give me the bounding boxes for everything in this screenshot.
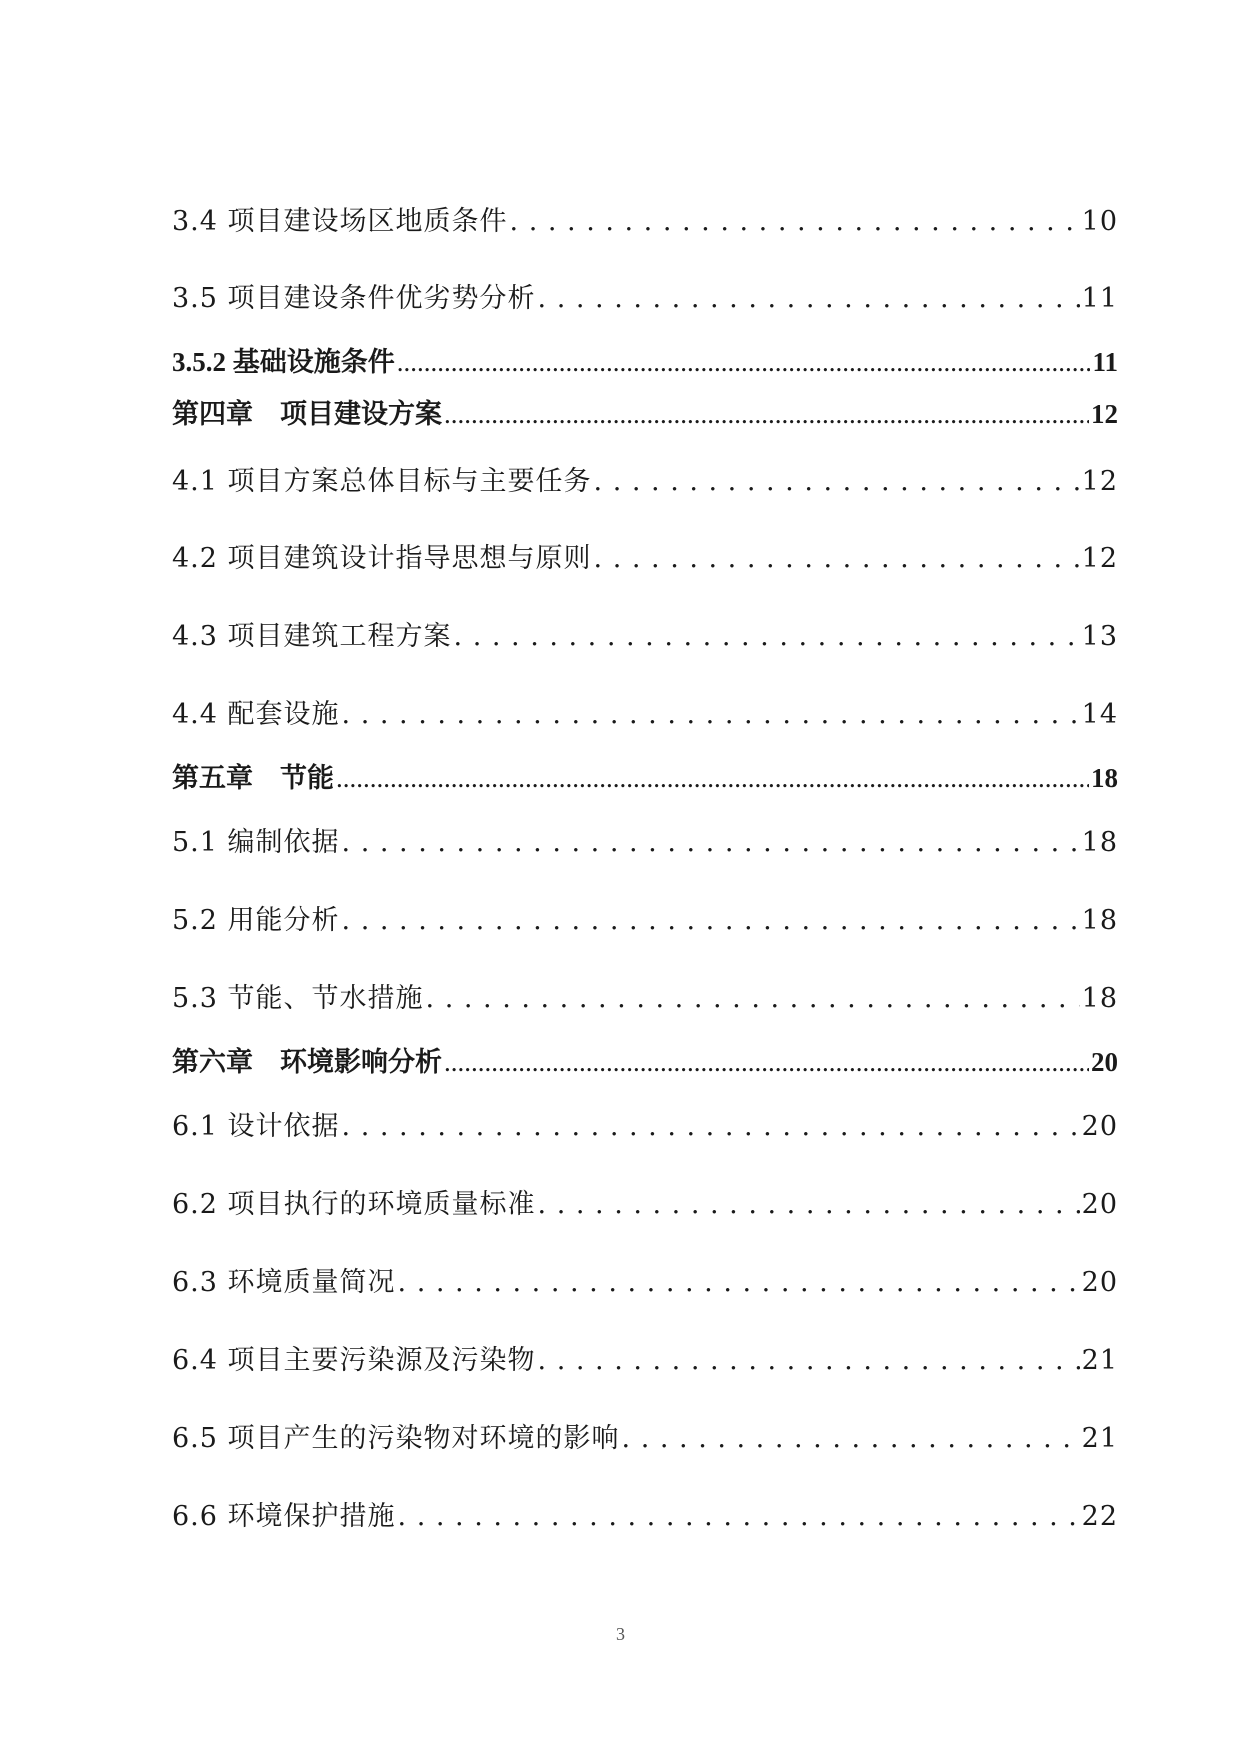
toc-entry-page-number: 18: [1081, 827, 1118, 858]
toc-leader-dots: [342, 1111, 1080, 1142]
toc-entry-page-number: 20: [1081, 1111, 1118, 1142]
toc-leader-dots: [426, 983, 1080, 1014]
toc-leader-dots: [538, 1345, 1080, 1376]
toc-leader-dots: [538, 283, 1080, 314]
toc-entry[interactable]: [172, 1338, 1118, 1377]
toc-leader-dots: [342, 905, 1080, 936]
toc-leader-dots: [444, 1047, 1089, 1078]
toc-entry[interactable]: [172, 276, 1118, 315]
toc-entry-label: 6.1 设计依据: [172, 1111, 340, 1142]
toc-entry-label: 5.2 用能分析: [172, 905, 340, 936]
toc-leader-dots: [397, 347, 1091, 378]
toc-leader-dots: [398, 1267, 1080, 1298]
toc-entry-page-number: 18: [1081, 905, 1118, 936]
toc-entry-label: 4.1 项目方案总体目标与主要任务: [172, 466, 592, 497]
toc-entry[interactable]: [172, 614, 1118, 653]
toc-entry-label: 5.1 编制依据: [172, 827, 340, 858]
toc-entry-label: 4.2 项目建筑设计指导思想与原则: [172, 543, 592, 574]
toc-entry-label: 3.5 项目建设条件优劣势分析: [172, 283, 536, 314]
toc-entry-page-number: 11: [1081, 283, 1118, 314]
toc-entry-page-number: 10: [1081, 206, 1118, 237]
toc-leader-dots: [622, 1423, 1080, 1454]
toc-entry[interactable]: [172, 1104, 1118, 1143]
toc-entry-page-number: 14: [1081, 699, 1118, 730]
toc-entry-page-number: 20: [1081, 1189, 1118, 1220]
toc-entry-label: 6.5 项目产生的污染物对环境的影响: [172, 1423, 620, 1454]
toc-entry[interactable]: [172, 536, 1118, 575]
toc-entry[interactable]: [172, 459, 1118, 498]
toc-leader-dots: [594, 466, 1080, 497]
page-number: 3: [616, 1624, 625, 1644]
toc-entry[interactable]: [172, 1260, 1118, 1299]
toc-entry[interactable]: [172, 820, 1118, 859]
toc-entry-label: 第六章 环境影响分析: [172, 1047, 442, 1077]
toc-entry-label: 4.3 项目建筑工程方案: [172, 621, 452, 652]
toc-leader-dots: [398, 1501, 1080, 1532]
toc-entry-page-number: 12: [1091, 399, 1118, 429]
toc-entry-page-number: 12: [1081, 543, 1118, 574]
toc-entry-page-number: 20: [1091, 1047, 1118, 1077]
toc-entry-page-number: 11: [1092, 347, 1118, 377]
toc-entry-label: 6.6 环境保护措施: [172, 1501, 396, 1532]
toc-entry-page-number: 13: [1081, 621, 1118, 652]
toc-leader-dots: [342, 699, 1080, 730]
toc-entry[interactable]: [172, 1416, 1118, 1455]
toc-entry-page-number: 21: [1081, 1345, 1118, 1376]
toc-leader-dots: [454, 621, 1080, 652]
toc-entry-page-number: 18: [1081, 983, 1118, 1014]
toc-entry[interactable]: [172, 1182, 1118, 1221]
toc-entry-page-number: 22: [1081, 1501, 1118, 1532]
toc-entry-label: 5.3 节能、节水措施: [172, 983, 424, 1014]
toc-entry-label: 6.4 项目主要污染源及污染物: [172, 1345, 536, 1376]
toc-leader-dots: [342, 827, 1080, 858]
toc-entry[interactable]: [172, 1040, 1118, 1079]
toc-entry[interactable]: [172, 976, 1118, 1015]
toc-entry[interactable]: [172, 898, 1118, 937]
toc-leader-dots: [444, 399, 1089, 430]
toc-entry[interactable]: [172, 340, 1118, 379]
toc-entry[interactable]: [172, 392, 1118, 431]
toc-entry-page-number: 21: [1081, 1423, 1118, 1454]
toc-entry-label: 4.4 配套设施: [172, 699, 340, 730]
toc-entry[interactable]: [172, 1494, 1118, 1533]
toc-entry[interactable]: [172, 692, 1118, 731]
toc-entry[interactable]: [172, 199, 1118, 238]
toc-entry-label: 3.4 项目建设场区地质条件: [172, 206, 508, 237]
toc-entry-page-number: 18: [1091, 763, 1118, 793]
toc-leader-dots: [336, 763, 1089, 794]
toc-entry-label: 第四章 项目建设方案: [172, 399, 442, 429]
toc-entry-page-number: 20: [1081, 1267, 1118, 1298]
toc-entry-label: 6.3 环境质量简况: [172, 1267, 396, 1298]
toc-entry-label: 第五章 节能: [172, 763, 334, 793]
toc-entry-page-number: 12: [1081, 466, 1118, 497]
toc-leader-dots: [538, 1189, 1080, 1220]
toc-leader-dots: [510, 206, 1080, 237]
toc-entry[interactable]: [172, 756, 1118, 795]
toc-entry-label: 6.2 项目执行的环境质量标准: [172, 1189, 536, 1220]
toc-leader-dots: [594, 543, 1080, 574]
toc-entry-label: 3.5.2 基础设施条件: [172, 347, 395, 377]
